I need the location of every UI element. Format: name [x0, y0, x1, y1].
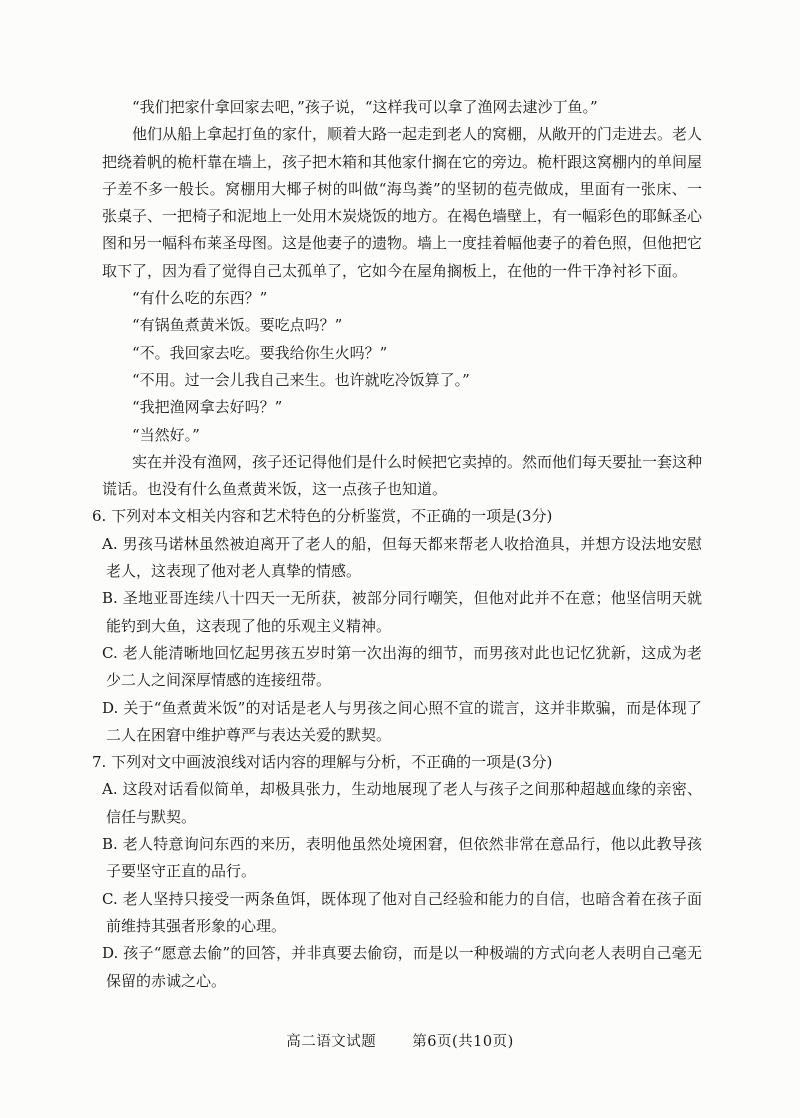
footer-subject: 高二语文试题 [286, 1034, 377, 1050]
question-7-stem: 7. 下列对文中画波浪线对话内容的理解与分析，不正确的一项是(3分) [92, 753, 553, 772]
question-6-option-d: D. 关于“鱼煮黄米饭”的对话是老人与男孩之间心照不宣的谎言，这并非欺骗，而是体现了二人在困窘中维护尊严与表达关爱的默契。 [102, 698, 702, 744]
passage-closing: 实在并没有渔网，孩子还记得他们是什么时候把它卖掉的。然而他们每天要扯一套这种谎话。也没有什么鱼煮黄米饭，这一点孩子也知道。 [102, 452, 703, 499]
question-6-option-c: C. 老人能清晰地回忆起男孩五岁时第一次出海的细节，而男孩对此也记忆犹新，这成为老少二人之间深厚情感的连接纽带。 [102, 643, 702, 690]
question-7-option-c: C. 老人坚持只接受一两条鱼饵，既体现了他对自己经验和能力的自信，也暗含着在孩子面前维持其强者形象的心理。 [102, 889, 702, 935]
passage-paragraph-2: 他们从船上拿起打鱼的家什，顺着大路一起走到老人的窝棚，从敞开的门走进去。老人把绕着帆的桅杆靠在墙上，孩子把木箱和其他家什搁在它的旁边。桅杆跟这窝棚内的单间屋子差不多一般长。窝棚用大椰子树的叫做“海鸟粪”的坚韧的苞壳做成，里面有一张床、一张桌子、一把椅子和泥地上一处用木炭烧饭的地方。在褐色墙壁上，有一幅彩色的耶稣圣心图和另一幅科布莱圣母图。这是他妻子的遗物。墙上一度挂着幅他妻子的着色照，但他把它取下了，因为看了觉得自己太孤单了，它如今在屋角搁板上，在他的一件干净衬衫下面。 [102, 125, 703, 280]
dialogue-line-5: “我把渔网拿去好吗？” [132, 398, 283, 417]
dialogue-line-6: “当然好。” [132, 425, 200, 444]
question-7-option-b: B. 老人特意询问东西的来历，表明他虽然处境困窘，但依然非常在意品行，他以此教导孩子要坚守正直的品行。 [102, 835, 702, 881]
question-6-stem: 6. 下列对本文相关内容和艺术特色的分析鉴赏，不正确的一项是(3分) [92, 507, 553, 526]
page-content [92, 94, 703, 995]
dialogue-line-1: “有什么吃的东西？” [132, 289, 268, 308]
dialogue-line-4: “不用。过一会儿我自己来生。也许就吃冷饭算了。” [132, 370, 470, 389]
passage-paragraph-1: “我们把家什拿回家去吧，”孩子说，“这样我可以拿了渔网去逮沙丁鱼。” [132, 98, 598, 116]
question-6-option-a: A. 男孩马诺林虽然被迫离开了老人的船，但每天都来帮老人收拾渔具，并想方设法地安慰老人，这表现了他对老人真挚的情感。 [102, 534, 702, 581]
page-footer [0, 1030, 800, 1051]
dialogue-line-2: “有锅鱼煮黄米饭。要吃点吗？” [132, 316, 343, 335]
question-6-option-b: B. 圣地亚哥连续八十四天一无所获，被部分同行嘲笑，但他对此并不在意；他坚信明天就能钓到大鱼，这表现了他的乐观主义精神。 [102, 589, 702, 635]
question-7-option-d: D. 孩子“愿意去偷”的回答，并非真要去偷窃，而是以一种极端的方式向老人表明自己毫无保留的赤诚之心。 [102, 944, 702, 990]
dialogue-line-3: “不。我回家去吃。要我给你生火吗？” [132, 343, 388, 362]
footer-page-number: 第6页(共10页) [412, 1034, 514, 1050]
question-7-option-a: A. 这段对话看似简单，却极具张力，生动地展现了老人与孩子之间那种超越血缘的亲密、信任与默契。 [102, 780, 702, 826]
